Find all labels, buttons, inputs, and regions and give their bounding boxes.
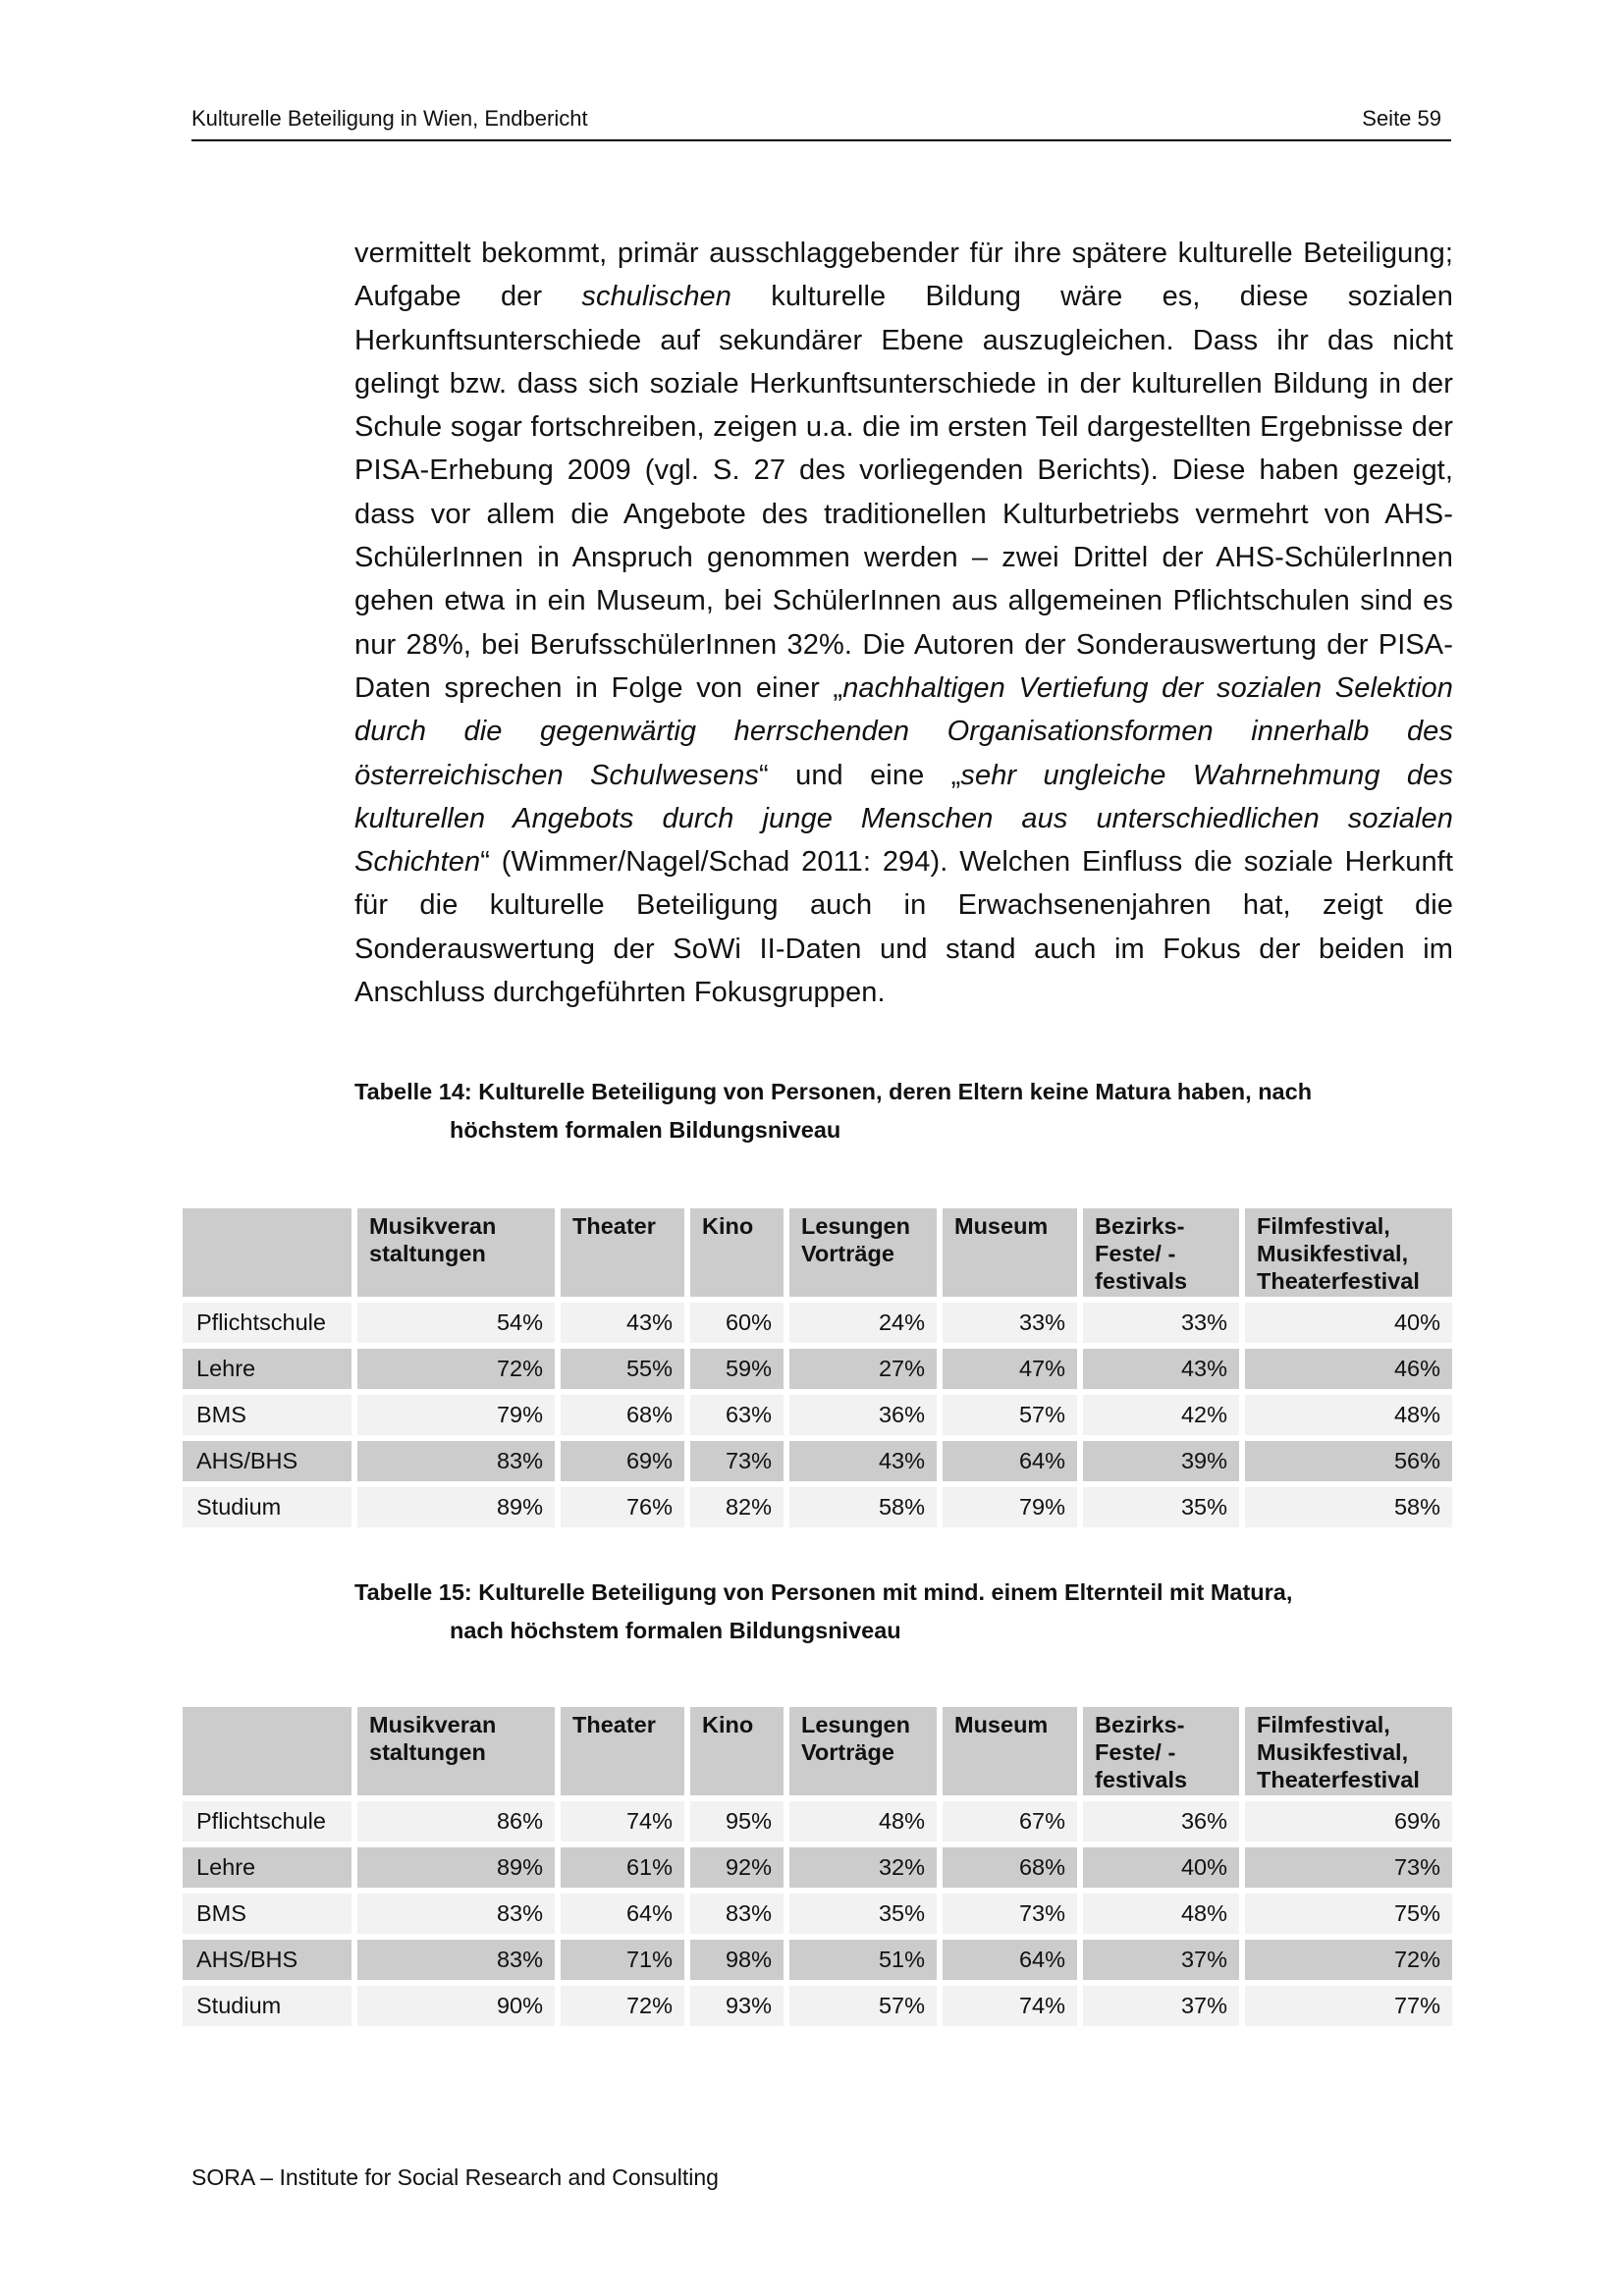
body-paragraph (354, 232, 1453, 1014)
table-header-row (183, 1208, 1452, 1297)
row-label: Studium (183, 1986, 352, 2026)
row-label: BMS (183, 1395, 352, 1435)
cell: 39% (1083, 1441, 1239, 1481)
cell: 47% (943, 1349, 1077, 1389)
quote-run: sehr ungleiche Wahrnehmung des kulturellen Angebots durch junge Menschen aus unterschiedlichen sozialen Schichten (354, 759, 1453, 879)
cell: 40% (1083, 1847, 1239, 1888)
cell: 43% (561, 1303, 684, 1343)
cell: 73% (1245, 1847, 1452, 1888)
table-header-row (183, 1707, 1452, 1795)
table-15-caption (354, 1574, 1454, 1650)
cell: 79% (357, 1395, 555, 1435)
row-label: AHS/BHS (183, 1940, 352, 1980)
cell: 60% (690, 1303, 784, 1343)
cell: 37% (1083, 1986, 1239, 2026)
cell: 71% (561, 1940, 684, 1980)
cell: 55% (561, 1349, 684, 1389)
document-title: Kulturelle Beteiligung in Wien, Endbericht (191, 106, 588, 131)
cell: 86% (357, 1801, 555, 1842)
header-cell: Musikveran staltungen (357, 1208, 555, 1297)
row-label: Lehre (183, 1349, 352, 1389)
table-row (183, 1986, 1452, 2026)
cell: 57% (789, 1986, 937, 2026)
cell: 59% (690, 1349, 784, 1389)
cell: 67% (943, 1801, 1077, 1842)
cell: 83% (357, 1441, 555, 1481)
caption-line: Tabelle 14: Kulturelle Beteiligung von Personen, deren Eltern keine Matura haben, nach (354, 1079, 1313, 1104)
header-cell: Bezirks- Feste/ -festivals (1083, 1707, 1239, 1795)
table-15 (177, 1701, 1458, 2032)
table-row (183, 1441, 1452, 1481)
cell: 48% (789, 1801, 937, 1842)
cell: 69% (1245, 1801, 1452, 1842)
quote-run: nachhaltigen Vertiefung der sozialen Selektion durch die gegenwärtig herrschenden Organisationsformen innerhalb des österreichischen Schulwesens (354, 671, 1453, 791)
cell: 58% (789, 1487, 937, 1527)
header-cell: Museum (943, 1208, 1077, 1297)
cell: 57% (943, 1395, 1077, 1435)
cell: 98% (690, 1940, 784, 1980)
table-row (183, 1940, 1452, 1980)
cell: 36% (789, 1395, 937, 1435)
cell: 36% (1083, 1801, 1239, 1842)
header-cell: Bezirks- Feste/ -festivals (1083, 1208, 1239, 1297)
cell: 37% (1083, 1940, 1239, 1980)
header-cell-empty (183, 1208, 352, 1297)
cell: 35% (1083, 1487, 1239, 1527)
table-row (183, 1487, 1452, 1527)
cell: 69% (561, 1441, 684, 1481)
caption-line: Tabelle 15: Kulturelle Beteiligung von Personen mit mind. einem Elternteil mit Matura, (354, 1579, 1293, 1605)
row-label: AHS/BHS (183, 1441, 352, 1481)
page-header (191, 102, 1451, 141)
table-row (183, 1847, 1452, 1888)
cell: 64% (561, 1894, 684, 1934)
header-cell: Theater (561, 1208, 684, 1297)
header-cell-empty (183, 1707, 352, 1795)
cell: 73% (690, 1441, 784, 1481)
header-cell: Kino (690, 1208, 784, 1297)
cell: 40% (1245, 1303, 1452, 1343)
header-cell: Filmfestival, Musikfestival, Theaterfestival (1245, 1707, 1452, 1795)
header-cell: Museum (943, 1707, 1077, 1795)
cell: 33% (1083, 1303, 1239, 1343)
cell: 43% (789, 1441, 937, 1481)
cell: 46% (1245, 1349, 1452, 1389)
cell: 93% (690, 1986, 784, 2026)
cell: 72% (357, 1349, 555, 1389)
cell: 68% (561, 1395, 684, 1435)
page-number: Seite 59 (1362, 106, 1441, 131)
table-row (183, 1395, 1452, 1435)
cell: 89% (357, 1487, 555, 1527)
row-label: Lehre (183, 1847, 352, 1888)
cell: 56% (1245, 1441, 1452, 1481)
page-footer: SORA – Institute for Social Research and Consulting (191, 2164, 719, 2190)
header-cell: Lesungen Vorträge (789, 1208, 937, 1297)
cell: 75% (1245, 1894, 1452, 1934)
cell: 61% (561, 1847, 684, 1888)
row-label: Pflichtschule (183, 1801, 352, 1842)
table-row (183, 1894, 1452, 1934)
caption-line: höchstem formalen Bildungsniveau (450, 1117, 841, 1143)
cell: 83% (357, 1894, 555, 1934)
cell: 95% (690, 1801, 784, 1842)
cell: 27% (789, 1349, 937, 1389)
cell: 51% (789, 1940, 937, 1980)
table-14-caption (354, 1073, 1454, 1149)
cell: 92% (690, 1847, 784, 1888)
cell: 42% (1083, 1395, 1239, 1435)
cell: 72% (1245, 1940, 1452, 1980)
cell: 48% (1245, 1395, 1452, 1435)
header-cell: Kino (690, 1707, 784, 1795)
cell: 73% (943, 1894, 1077, 1934)
cell: 63% (690, 1395, 784, 1435)
text-run: vermittelt bekommt, primär ausschlaggebender für ihre spätere kulturelle Beteiligung; Aufgabe der (354, 238, 1453, 313)
row-label: BMS (183, 1894, 352, 1934)
cell: 32% (789, 1847, 937, 1888)
cell: 74% (561, 1801, 684, 1842)
cell: 68% (943, 1847, 1077, 1888)
cell: 77% (1245, 1986, 1452, 2026)
cell: 64% (943, 1940, 1077, 1980)
cell: 90% (357, 1986, 555, 2026)
table-14 (177, 1202, 1458, 1533)
cell: 64% (943, 1441, 1077, 1481)
caption-line: nach höchstem formalen Bildungsniveau (450, 1618, 901, 1643)
cell: 48% (1083, 1894, 1239, 1934)
cell: 58% (1245, 1487, 1452, 1527)
header-cell: Musikveran staltungen (357, 1707, 555, 1795)
cell: 82% (690, 1487, 784, 1527)
table-row (183, 1801, 1452, 1842)
row-label: Studium (183, 1487, 352, 1527)
cell: 24% (789, 1303, 937, 1343)
header-cell: Theater (561, 1707, 684, 1795)
cell: 43% (1083, 1349, 1239, 1389)
text-run: “ (Wimmer/Nagel/Schad 2011: 294). Welchen Einfluss die soziale Herkunft für die kulturelle Beteiligung auch in Erwachsenenjahren hat, zeigt die Sonderauswertung der SoWi II-Daten und stand auch im Fokus der beiden im Anschluss durchgeführten Fokusgruppen. (354, 846, 1453, 1009)
cell: 54% (357, 1303, 555, 1343)
cell: 74% (943, 1986, 1077, 2026)
header-cell: Filmfestival, Musikfestival, Theaterfestival (1245, 1208, 1452, 1297)
cell: 35% (789, 1894, 937, 1934)
cell: 76% (561, 1487, 684, 1527)
table-row (183, 1349, 1452, 1389)
text-run: kulturelle Bildung wäre es, diese sozialen Herkunftsunterschiede auf sekundärer Ebene auszugleichen. Dass ihr das nicht gelingt bzw. dass sich soziale Herkunftsunterschiede in der kulturellen Bildung in der Schule sogar fortschreiben, zeigen u.a. die im ersten Teil dargestellten Ergebnisse der PISA-Erhebung 2009 (vgl. S. 27 des vorliegenden Berichts). Diese haben gezeigt, dass vor allem die Angebote des traditionellen Kulturbetriebs vermehrt von AHS-SchülerInnen in Anspruch genommen werden – zwei Drittel der AHS-SchülerInnen gehen etwa in ein Museum, bei SchülerInnen aus allgemeinen Pflichtschulen sind es nur 28%, bei BerufsschülerInnen 32%. Die Autoren der Sonderauswertung der PISA-Daten sprechen in Folge von einer „ (354, 281, 1453, 704)
text-run: “ und eine „ (759, 759, 961, 791)
header-cell: Lesungen Vorträge (789, 1707, 937, 1795)
cell: 89% (357, 1847, 555, 1888)
cell: 72% (561, 1986, 684, 2026)
cell: 83% (357, 1940, 555, 1980)
row-label: Pflichtschule (183, 1303, 352, 1343)
cell: 83% (690, 1894, 784, 1934)
cell: 79% (943, 1487, 1077, 1527)
cell: 33% (943, 1303, 1077, 1343)
table-row (183, 1303, 1452, 1343)
emphasis-run: schulischen (581, 281, 732, 313)
